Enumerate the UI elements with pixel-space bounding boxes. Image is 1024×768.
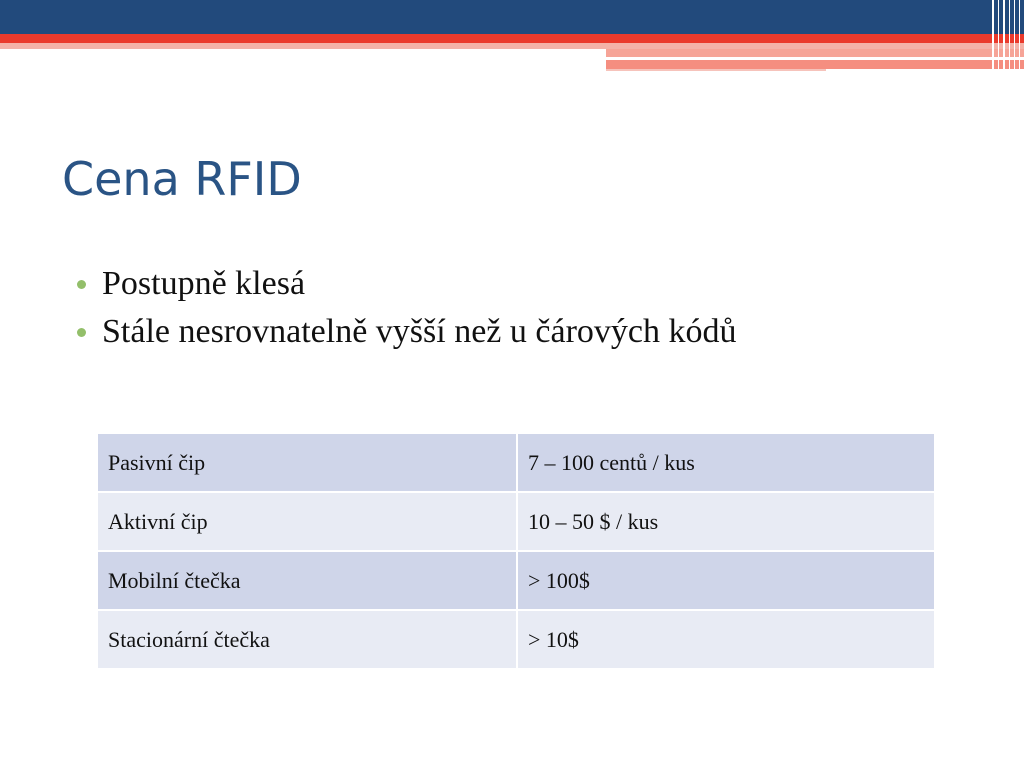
header-band-step	[606, 49, 1024, 57]
table-row	[97, 433, 935, 492]
price-table	[96, 432, 936, 670]
table-row	[97, 551, 935, 610]
bullet-text: Stále nesrovnatelně vyšší než u čárových kódů	[102, 313, 737, 350]
table-cell-item: Stacionární čtečka	[97, 610, 517, 669]
bullet-text: Postupně klesá	[102, 265, 306, 302]
slide-title: Cena RFID	[62, 152, 302, 206]
bullet-item	[74, 310, 736, 358]
table-cell-price: > 100$	[517, 551, 935, 610]
bullet-dot-icon	[77, 280, 86, 289]
table-row	[97, 492, 935, 551]
table-cell-item: Aktivní čip	[97, 492, 517, 551]
table-cell-price: 10 – 50 $ / kus	[517, 492, 935, 551]
header-stripes	[990, 0, 1024, 70]
bullet-dot-icon	[77, 328, 86, 337]
table-cell-price: > 10$	[517, 610, 935, 669]
bullet-item	[74, 262, 736, 310]
header-band-step-lower	[606, 60, 1024, 69]
bullet-list	[74, 262, 736, 358]
table-row	[97, 610, 935, 669]
header-band-line	[606, 57, 948, 58]
header-band-red	[0, 34, 1024, 43]
table-cell-item: Mobilní čtečka	[97, 551, 517, 610]
table-cell-price: 7 – 100 centů / kus	[517, 433, 935, 492]
header-band-blue	[0, 0, 1024, 34]
header-band-line-lower	[606, 69, 826, 71]
table-cell-item: Pasivní čip	[97, 433, 517, 492]
